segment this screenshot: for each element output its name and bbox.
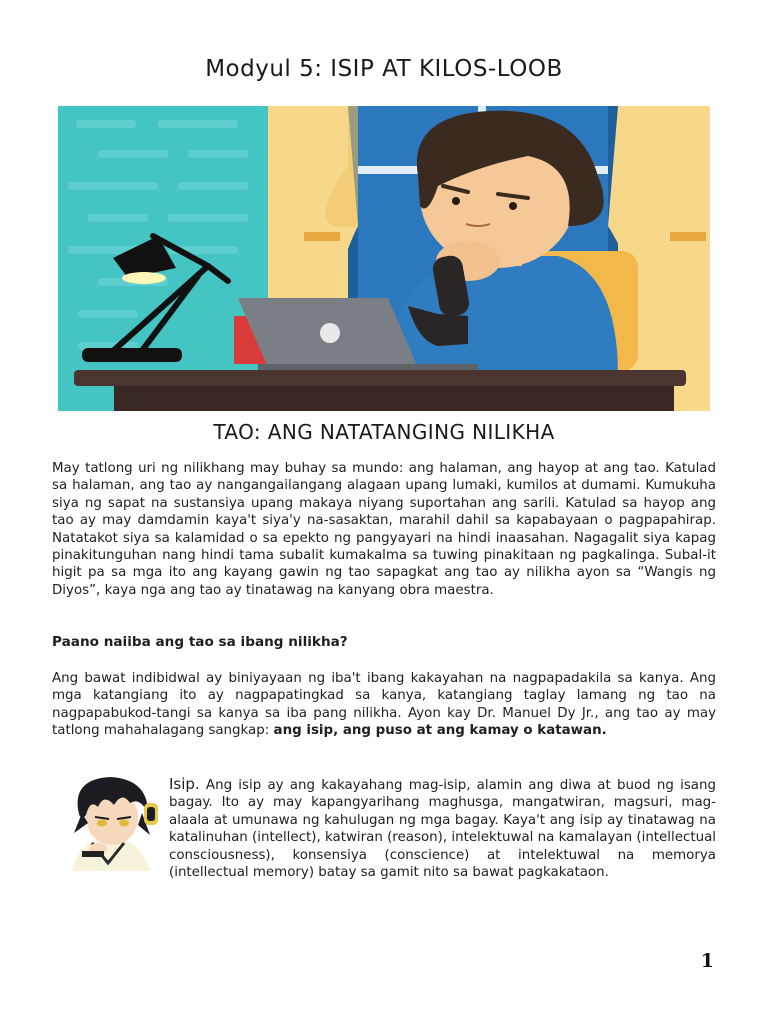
- question-heading: Paano naiiba ang tao sa ibang nilikha?: [52, 634, 348, 650]
- intro-paragraph: May tatlong uri ng nilikhang may buhay sa mundo: ang halaman, ang hayop at ang tao. Katulad sa halaman, ang tao ay nangangailangang alagaan upang lumaki, kumilos at dumami. Kumukuha siya ng sapat na sustansiya upang makaya niyang suportahan ang sarili. Katulad sa hayop ang tao ay may damdamin kaya't siya'y na-sasaktan, marahil dahil sa kapabayaan o pagpapahirap. Natatakot siya sa kalamidad o sa epekto ng pangyayari na hindi inaasahan. Nagagalit siya kapag pinakitunguhan nang hindi tama subalit kumakalma sa tuwing pinakitaan ng pagkalinga. Subal-it higit pa sa mga ito ang kayang gawin ng tao sapagkat ang tao ay nilikha ayon sa “Wangis ng Diyos”, kaya nga ang tao ay tinatawag na kanyang obra maestra.: [52, 461, 716, 598]
- page-number: 1: [700, 950, 714, 972]
- body-emphasis: ang isip, ang puso at ang kamay o katawan: [273, 723, 602, 739]
- module-title: Modyul 5: ISIP AT KILOS-LOOB: [205, 56, 563, 82]
- isip-paragraph: [52, 776, 716, 881]
- isip-label: Isip.: [169, 775, 200, 793]
- section-title: TAO: ANG NATATANGING NILIKHA: [213, 420, 555, 444]
- body-paragraph-text: Ang bawat indibidwal ay biniyayaan ng iba't ibang kakayahan na nagpapadakila sa kanya. Ang mga katangiang ito ay nagpapatingkad sa kanya, katangiang taglay lamang ng tao na nagpapabukod-tangi sa kanya sa iba pang nilikha. Ayon kay Dr. Manuel Dy Jr., ang tao ay may tatlong mahahalagang sangkap:: [52, 671, 716, 739]
- body-end: .: [601, 723, 607, 739]
- hero-illustration: [58, 106, 710, 411]
- isip-text: Ang isip ay ang kakayahang mag-isip, alamin ang diwa at buod ng isang bagay. Ito ay may kapangyarihang maghusga, mangatwiran, magsuri, mag-alaala at umunawa ng kahulugan ng mga bagay. Kaya't ang isip ay tinatawag na katalinuhan (intellect), katwiran (reason), intelektuwal na kamalayan (intellectual consciousness), konsensiya (conscience) at intelektuwal na memorya (intellectual memory) batay sa gamit nito sa bawat pagkakataon.: [169, 778, 716, 881]
- body-paragraph: [52, 670, 716, 740]
